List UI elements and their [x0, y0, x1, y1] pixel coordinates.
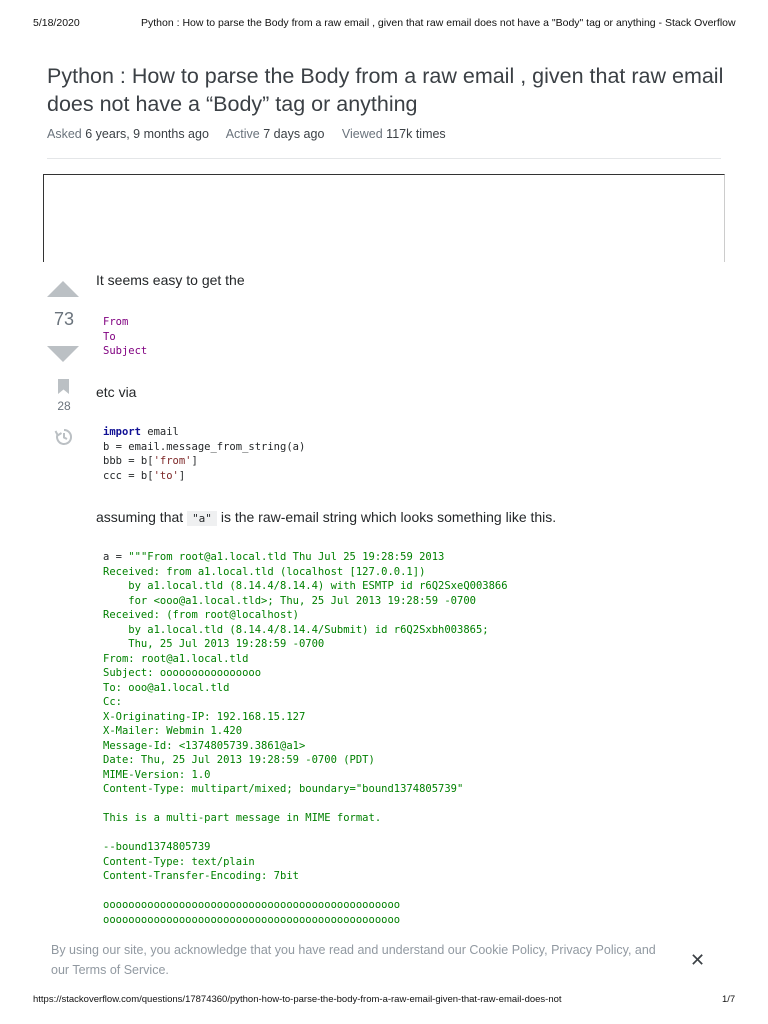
paragraph-text: assuming that: [96, 509, 188, 525]
post-paragraph-2: etc via: [96, 384, 137, 400]
close-icon[interactable]: ✕: [690, 950, 706, 970]
code-block-python: [103, 425, 305, 483]
code-line: Subject: [103, 345, 148, 357]
code-text: b = email.message_from_string(a): [103, 440, 306, 453]
code-keyword: import: [103, 426, 141, 438]
code-line: To: [103, 330, 116, 343]
ad-placeholder: [43, 174, 725, 262]
code-block-raw-email: [103, 550, 508, 927]
bookmark-count: 28: [57, 399, 71, 413]
code-text: bbb = b[: [103, 455, 154, 467]
viewed-value: 117k times: [386, 127, 446, 141]
print-title: Python : How to parse the Body from a raw email , given that raw email does not have a "Body" tag or anything - Stack Overflow: [141, 17, 736, 29]
code-text: ]: [178, 469, 186, 482]
code-text: a =: [103, 551, 129, 563]
cookie-banner-text: By using our site, you acknowledge that you have read and understand our Cookie Policy, Privacy Policy, and our Terms of Service.: [51, 943, 656, 977]
code-string: 'from': [153, 455, 192, 467]
inline-code: "a": [187, 511, 217, 526]
print-footer-page: 1/7: [722, 994, 736, 1005]
vote-score: 73: [53, 309, 75, 329]
print-footer-url: https://stackoverflow.com/questions/17874360/python-how-to-parse-the-body-from-a-raw-email-given-that-raw-email-does-not: [33, 994, 562, 1005]
asked-label: Asked: [47, 127, 82, 141]
code-string: 'to': [153, 469, 179, 482]
code-block-headers: [103, 315, 147, 359]
question-meta: [47, 127, 460, 141]
paragraph-text: is the raw-email string which looks something like this.: [216, 509, 557, 525]
history-icon[interactable]: [54, 427, 74, 452]
viewed-label: Viewed: [341, 127, 383, 141]
code-line: From: [103, 316, 129, 328]
code-text: ]: [191, 455, 198, 467]
post-paragraph-3: [96, 509, 556, 525]
bookmark-icon[interactable]: [58, 379, 69, 399]
upvote-arrow-icon[interactable]: [47, 281, 79, 297]
divider: [47, 158, 721, 159]
raw-email-text: """From root@a1.local.tld Thu Jul 25 19:28:59 2013 Received: from a1.local.tld (localhost [127.0.0.1]) by a1.local.tld (8.14.4/8.14.4) with ESMTP id r6Q2SxeQ003866 for <ooo@a1.local.tld>; Thu, 25 Jul 2013 19:28:59 -0700 Received: (from root@localhost) by a1.local.tld (8.14.4/8.14.4/Submit) id r6Q2Sxbh003865; Thu, 25 Jul 2013 19:28:59 -0700 From: root@a1.local.tld Subject: oooooooooooooooo To: ooo@a1.local.tld Cc: X-Originating-IP: 192.168.15.127 X-Mailer: Webmin 1.420 Message-Id: <1374805739.3861@a1> Date: Thu, 25 Jul 2013 19:28:59 -0700 (PDT) MIME-Version: 1.0 Content-Type: multipart/mixed; boundary="bound1374805739" This is a multi-part message in MIME format. --bound1374805739 Content-Type: text/plain Content-Transfer-Encoding: 7bit ooooooooooooooooooooooooooooooooooooooooooooooo ooooooooooooooooooooooooooooooooooooooooooooooo: [103, 551, 508, 926]
code-text: ccc = b[: [103, 469, 154, 482]
active-value[interactable]: 7 days ago: [263, 127, 325, 141]
asked-value: 6 years, 9 months ago: [85, 127, 209, 141]
downvote-arrow-icon[interactable]: [47, 346, 79, 362]
question-title[interactable]: Python : How to parse the Body from a raw email , given that raw email does not have a “Body” tag or anything: [47, 64, 724, 116]
print-date: 5/18/2020: [33, 17, 80, 29]
active-label: Active: [225, 127, 260, 141]
code-text: email: [140, 426, 179, 438]
post-paragraph-1: It seems easy to get the: [96, 272, 245, 288]
